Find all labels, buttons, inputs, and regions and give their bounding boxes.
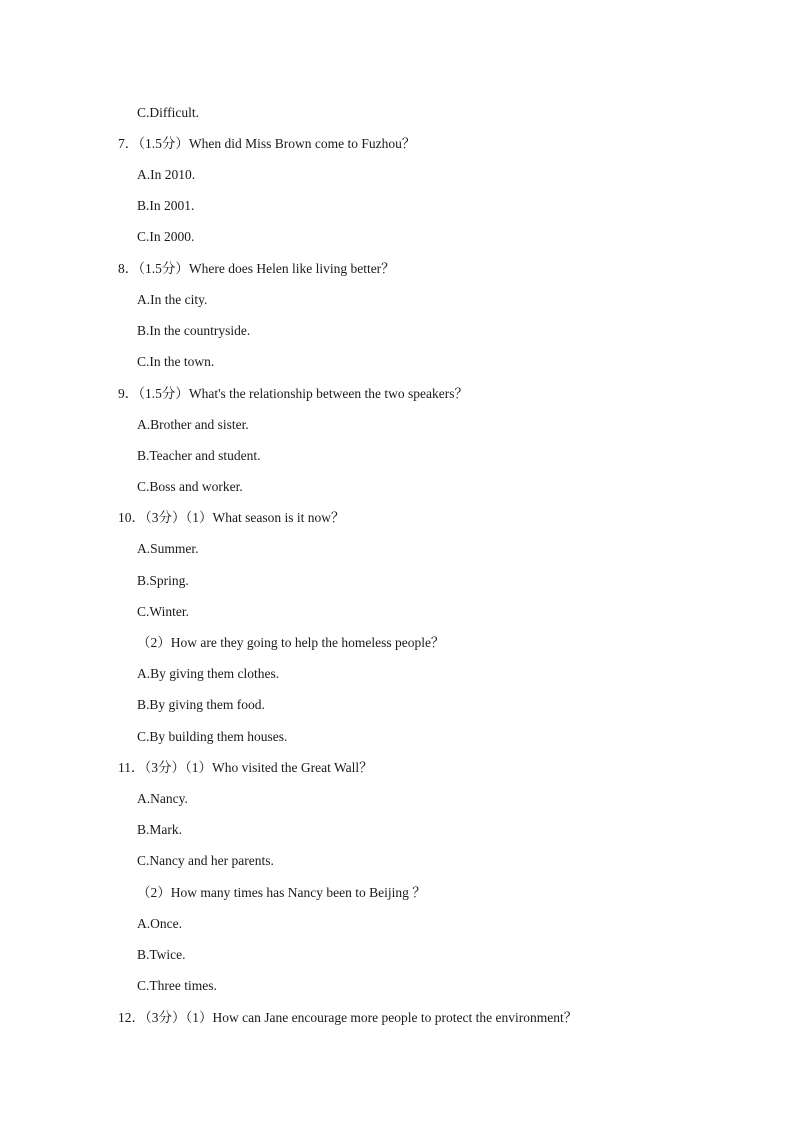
option-line: A.In 2010. xyxy=(137,167,196,182)
option-line: C.By building them houses. xyxy=(137,729,288,744)
option-line: C.In 2000. xyxy=(137,229,195,244)
option-line: B.By giving them food. xyxy=(137,697,265,712)
option-line: A.Summer. xyxy=(137,541,199,556)
option-line: B.Teacher and student. xyxy=(137,448,261,463)
option-line: C.Boss and worker. xyxy=(137,479,243,494)
option-line: A.Once. xyxy=(137,916,182,931)
question-line: 12．（3分）（1）How can Jane encourage more people to protect the environment？ xyxy=(118,1010,578,1025)
question-line: 8．（1.5分）Where does Helen like living better？ xyxy=(118,261,395,276)
option-line: C.Winter. xyxy=(137,604,189,619)
option-line: B.Mark. xyxy=(137,822,182,837)
question-line: 10．（3分）（1）What season is it now？ xyxy=(118,510,345,525)
option-line: C.Nancy and her parents. xyxy=(137,853,274,868)
option-line: A.By giving them clothes. xyxy=(137,666,280,681)
option-line: B.Spring. xyxy=(137,573,189,588)
option-line: A.Nancy. xyxy=(137,791,188,806)
question-line: 7．（1.5分）When did Miss Brown come to Fuzhou？ xyxy=(118,136,416,151)
option-line: C.Three times. xyxy=(137,978,217,993)
option-line: B.In 2001. xyxy=(137,198,195,213)
option-line: B.Twice. xyxy=(137,947,186,962)
subquestion-line: （2）How are they going to help the homeless people？ xyxy=(137,635,445,650)
question-line: 11．（3分）（1）Who visited the Great Wall？ xyxy=(118,760,373,775)
option-line: A.Brother and sister. xyxy=(137,417,249,432)
option-line: C.In the town. xyxy=(137,354,215,369)
option-line: B.In the countryside. xyxy=(137,323,251,338)
option-line: C.Difficult. xyxy=(137,105,199,120)
question-line: 9．（1.5分）What's the relationship between the two speakers？ xyxy=(118,386,468,401)
subquestion-line: （2）How many times has Nancy been to Beijing ？ xyxy=(137,885,426,900)
option-line: A.In the city. xyxy=(137,292,208,307)
